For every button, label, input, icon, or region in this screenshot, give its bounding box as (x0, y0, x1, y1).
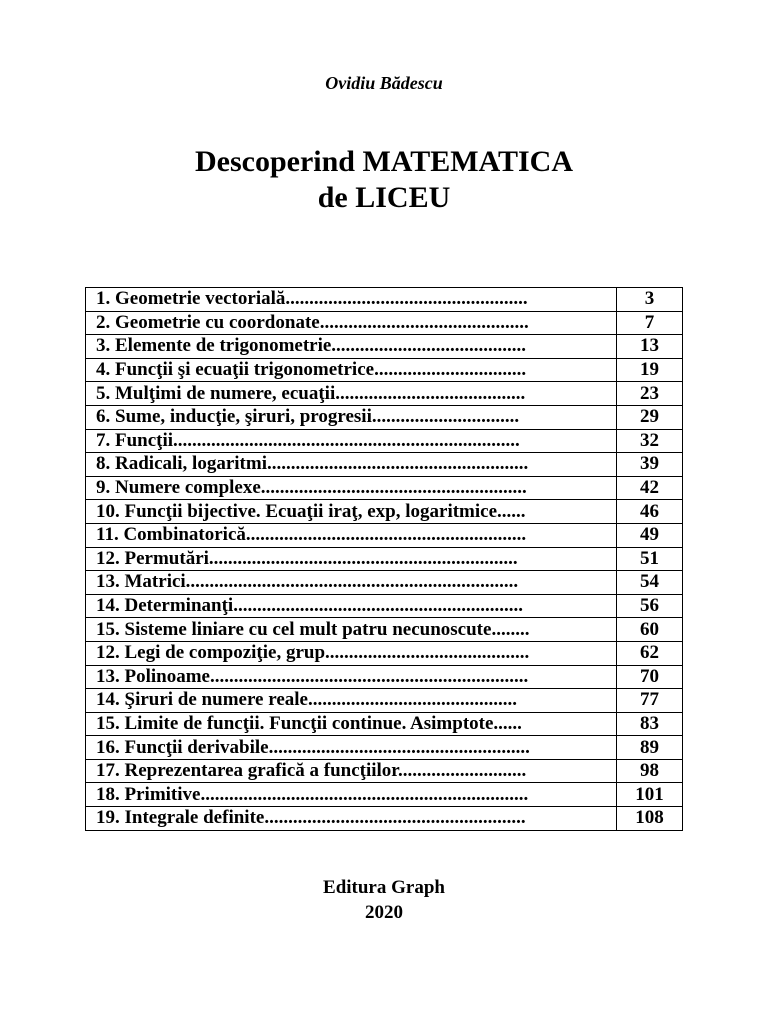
toc-row (86, 335, 683, 359)
toc-row (86, 429, 683, 453)
toc-entry: 14. Şiruri de numere reale............................................ (86, 689, 617, 713)
toc-row (86, 594, 683, 618)
toc-row (86, 807, 683, 831)
toc-row (86, 547, 683, 571)
toc-row (86, 571, 683, 595)
toc-entry: 2. Geometrie cu coordonate............................................ (86, 311, 617, 335)
toc-entry: 14. Determinanţi............................................................. (86, 594, 617, 618)
book-title-line-2: de LICEU (317, 181, 451, 214)
toc-row (86, 382, 683, 406)
toc-entry: 18. Primitive..................................................................... (86, 783, 617, 807)
toc-page-number: 29 (617, 405, 683, 429)
toc-page-number: 70 (617, 665, 683, 689)
toc-page-number: 83 (617, 712, 683, 736)
toc-row (86, 712, 683, 736)
toc-page-number: 46 (617, 500, 683, 524)
toc-page-number: 77 (617, 689, 683, 713)
toc-page-number: 42 (617, 476, 683, 500)
book-title (0, 144, 768, 216)
publication-year: 2020 (365, 902, 403, 923)
toc-entry: 11. Combinatorică........................................................... (86, 523, 617, 547)
toc-row (86, 618, 683, 642)
toc-row (86, 288, 683, 312)
toc-entry: 8. Radicali, logaritmi....................................................... (86, 453, 617, 477)
toc-entry: 13. Matrici...................................................................... (86, 571, 617, 595)
toc-entry: 4. Funcţii şi ecuaţii trigonometrice................................ (86, 358, 617, 382)
toc-page-number: 23 (617, 382, 683, 406)
toc-row (86, 358, 683, 382)
toc-entry: 5. Mulţimi de numere, ecuaţii........................................ (86, 382, 617, 406)
toc-row (86, 759, 683, 783)
toc-row (86, 523, 683, 547)
toc-entry: 7. Funcţii......................................................................... (86, 429, 617, 453)
toc-page-number: 98 (617, 759, 683, 783)
toc-body (86, 288, 683, 831)
toc-page-number: 39 (617, 453, 683, 477)
toc-entry: 15. Sisteme liniare cu cel mult patru necunoscute........ (86, 618, 617, 642)
toc-entry: 3. Elemente de trigonometrie......................................... (86, 335, 617, 359)
toc-page-number: 62 (617, 641, 683, 665)
toc-row (86, 453, 683, 477)
toc-page-number: 3 (617, 288, 683, 312)
toc-entry: 19. Integrale definite....................................................... (86, 807, 617, 831)
toc-entry: 13. Polinoame................................................................... (86, 665, 617, 689)
toc-entry: 9. Numere complexe........................................................ (86, 476, 617, 500)
toc-page-number: 89 (617, 736, 683, 760)
toc-page-number: 108 (617, 807, 683, 831)
toc-row (86, 500, 683, 524)
author-name: Ovidiu Bădescu (325, 73, 443, 93)
toc-entry: 10. Funcţii bijective. Ecuaţii iraţ, exp, logaritmice...... (86, 500, 617, 524)
toc-page-number: 60 (617, 618, 683, 642)
toc-page-number: 101 (617, 783, 683, 807)
toc-page-number: 13 (617, 335, 683, 359)
toc-page-number: 51 (617, 547, 683, 571)
toc-page-number: 19 (617, 358, 683, 382)
toc-row (86, 311, 683, 335)
toc-row (86, 665, 683, 689)
toc-row (86, 405, 683, 429)
table-of-contents (85, 287, 683, 831)
toc-page-number: 49 (617, 523, 683, 547)
toc-entry: 12. Legi de compoziţie, grup........................................... (86, 641, 617, 665)
toc-entry: 17. Reprezentarea grafică a funcţiilor........................... (86, 759, 617, 783)
publisher-name: Editura Graph (323, 877, 445, 898)
toc-page-number: 56 (617, 594, 683, 618)
toc-entry: 12. Permutări................................................................. (86, 547, 617, 571)
toc-row (86, 689, 683, 713)
toc-entry: 15. Limite de funcţii. Funcţii continue. Asimptote...... (86, 712, 617, 736)
toc-page-number: 54 (617, 571, 683, 595)
toc-entry: 6. Sume, inducţie, şiruri, progresii............................... (86, 405, 617, 429)
toc-row (86, 476, 683, 500)
toc-page-number: 7 (617, 311, 683, 335)
toc-row (86, 641, 683, 665)
toc-page-number: 32 (617, 429, 683, 453)
book-title-line-1: Descoperind MATEMATICA (194, 145, 574, 178)
toc-entry: 16. Funcţii derivabile....................................................... (86, 736, 617, 760)
toc-entry: 1. Geometrie vectorială................................................... (86, 288, 617, 312)
toc-row (86, 783, 683, 807)
toc-row (86, 736, 683, 760)
